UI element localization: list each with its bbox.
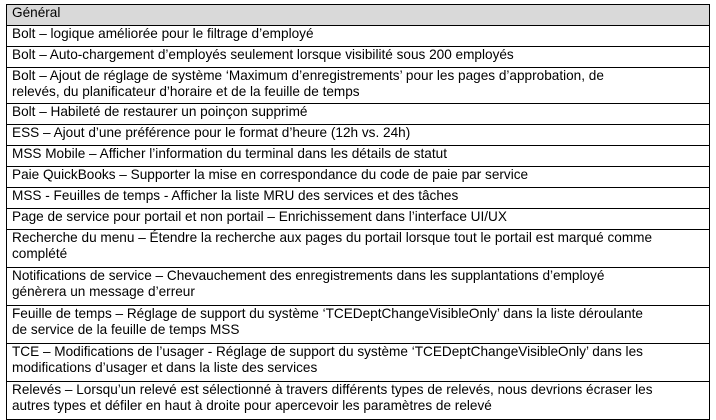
table-row <box>7 188 710 209</box>
cell-text: de service de la feuille de temps MSS <box>12 322 240 337</box>
cell-text: Bolt – Ajout de réglage de système ‘Maximum d’enregistrements’ pour les pages d’approbation, de <box>12 68 604 83</box>
table-row <box>7 146 710 167</box>
table-row <box>7 26 710 47</box>
table-row <box>7 68 710 104</box>
table-row <box>7 209 710 230</box>
section-header-general: Général <box>7 5 710 26</box>
table-row <box>7 167 710 188</box>
table-cell <box>7 209 710 230</box>
table-cell <box>7 68 710 104</box>
cell-text: Paie QuickBooks – Supporter la mise en correspondance du code de paie par service <box>12 167 529 182</box>
cell-text: Bolt – Auto-chargement d’employés seulement lorsque visibilité sous 200 employés <box>12 47 514 62</box>
table-cell <box>7 104 710 125</box>
cell-text: Bolt – Habileté de restaurer un poinçon supprimé <box>12 104 308 119</box>
cell-text: TCE – Modifications de l’usager - Réglage de support du système ‘TCEDeptChangeVisibleOnly’ dans les <box>12 344 643 359</box>
cell-text: Recherche du menu – Étendre la recherche aux pages du portail lorsque tout le portail est marqué comme <box>12 230 653 245</box>
cell-text: relevés, du planificateur d’horaire et de la feuille de temps <box>12 84 360 99</box>
release-notes-table <box>6 4 710 420</box>
cell-text: complété <box>12 246 68 261</box>
table-row <box>7 125 710 146</box>
cell-text: autres types et défiler en haut à droite pour apercevoir les paramètres de relevé <box>12 398 492 413</box>
table-row <box>7 268 710 306</box>
table-row <box>7 230 710 268</box>
table-cell <box>7 344 710 382</box>
table-cell <box>7 268 710 306</box>
cell-text: Page de service pour portail et non portail – Enrichissement dans l’interface UI/UX <box>12 209 507 224</box>
table-cell <box>7 26 710 47</box>
table-cell <box>7 47 710 68</box>
table-row <box>7 344 710 382</box>
table-cell <box>7 382 710 420</box>
table-row <box>7 104 710 125</box>
cell-text: Bolt – logique améliorée pour le filtrage d’employé <box>12 26 314 41</box>
table-row <box>7 47 710 68</box>
table-cell <box>7 306 710 344</box>
cell-text: MSS - Feuilles de temps - Afficher la liste MRU des services et des tâches <box>12 188 459 203</box>
cell-text: MSS Mobile – Afficher l’information du terminal dans les détails de statut <box>12 146 447 161</box>
table-row <box>7 382 710 420</box>
table-cell <box>7 188 710 209</box>
cell-text: Feuille de temps – Réglage de support du système ‘TCEDeptChangeVisibleOnly’ dans la liste déroulante <box>12 306 643 321</box>
cell-text: Relevés – Lorsqu’un relevé est sélectionné à travers différents types de relevés, nous devrions écraser les <box>12 382 653 397</box>
table-row <box>7 306 710 344</box>
table-cell <box>7 167 710 188</box>
cell-text: génèrera un message d’erreur <box>12 284 195 299</box>
cell-text: modifications d’usager et dans la liste des services <box>12 360 318 375</box>
cell-text: ESS – Ajout d’une préférence pour le format d’heure (12h vs. 24h) <box>12 125 411 140</box>
table-cell <box>7 125 710 146</box>
table-cell <box>7 146 710 167</box>
table-cell <box>7 230 710 268</box>
cell-text: Notifications de service – Chevauchement des enregistrements dans les supplantations d’employé <box>12 268 605 283</box>
